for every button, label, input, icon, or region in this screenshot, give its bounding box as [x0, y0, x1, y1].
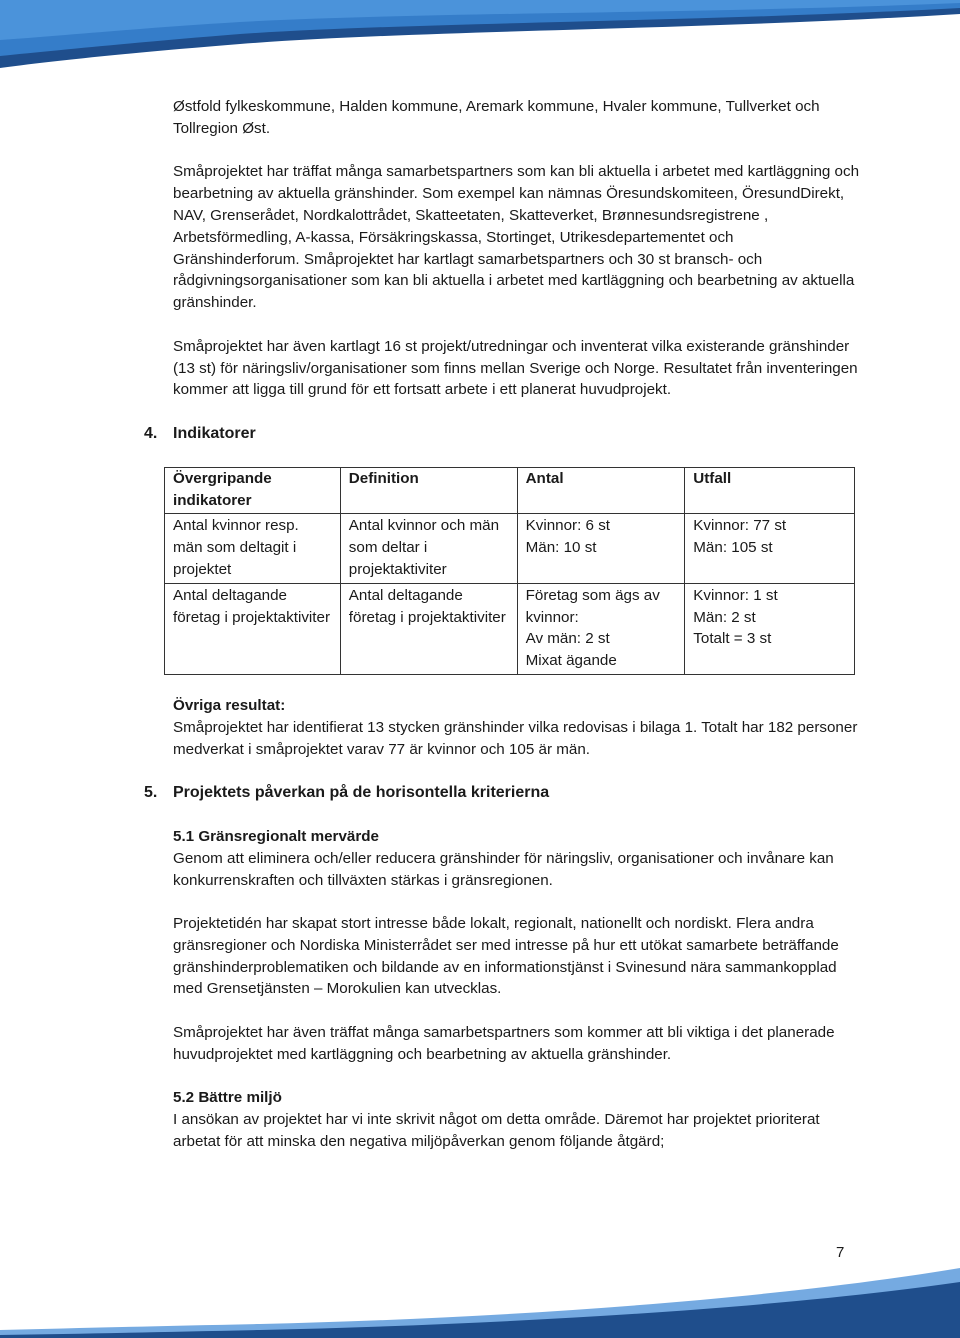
table-cell: Antal deltagande företag i projektaktiviter [340, 583, 517, 674]
cell-line: Kvinnor: 77 st [693, 517, 787, 535]
cell-line: Av män: 2 st [525, 630, 610, 648]
cell-line: Företag som ägs av kvinnor: [525, 586, 660, 626]
cell-line: Totalt = 3 st [693, 630, 772, 648]
table-cell: Antal kvinnor och män som deltar i projektaktiviter [340, 514, 517, 583]
subsection-5-2-paragraph-1: I ansökan av projektet har vi inte skrivit något om detta område. Däremot har projektet prioriterat arbetat för att minska den negativa miljöpåverkan genom följande åtgärd; [173, 1111, 820, 1151]
other-results-label: Övriga resultat: [173, 696, 286, 714]
footer-wave-band [0, 1258, 960, 1338]
section-4-number: 4. [144, 424, 158, 442]
indicators-table [164, 467, 855, 675]
intro-paragraph-3: Småprojektet har även kartlagt 16 st projekt/utredningar och inventerat vilka existerande gränshinder (13 st) för näringsliv/organisationer som finns mellan Sverige och Norge. Resultatet från inventeringen kommer att ligga till grund för ett fortsatt arbete i ett planerat huvudprojekt. [173, 337, 858, 399]
other-results [173, 695, 863, 760]
cell-line: Män: 10 st [525, 539, 597, 557]
table-cell: Antal deltagande företag i projektaktiviter [165, 583, 341, 674]
table-header-cell: Definition [340, 467, 517, 514]
subsection-5-2 [173, 1087, 863, 1152]
subsection-5-1-paragraph-3: Småprojektet har även träffat många samarbetspartners som kommer att bli viktiga i det planerade huvudprojektet med kartläggning och bearbetning av aktuella gränshinder. [173, 1024, 835, 1063]
cell-line: Kvinnor: 1 st [693, 586, 778, 604]
table-cell [685, 583, 855, 674]
subsection-5-1-title: 5.1 Gränsregionalt mervärde [173, 827, 379, 845]
table-cell [517, 583, 685, 674]
table-cell: Antal kvinnor resp. män som deltagit i projektet [165, 514, 341, 583]
cell-line: Män: 105 st [693, 539, 773, 557]
section-4-title: Indikatorer [173, 424, 256, 442]
cell-line: Kvinnor: 6 st [525, 517, 611, 535]
page-content [144, 96, 863, 1175]
table-cell [517, 514, 685, 583]
table-row [165, 514, 855, 583]
subsection-5-1-paragraph-2: Projektetidén har skapat stort intresse både lokalt, regionalt, nationellt och nordiskt. Flera andra gränsregioner och Nordiska Ministerrådet ser med intresse på hur ett utökat samarbete beträffande gränshinderproblematiken och bildande av en informationstjänst i Svinesund nära sammankopplad med Grensetjänsten – Morokulien kan utvecklas. [173, 915, 839, 998]
table-header-cell: Övergripande indikatorer [165, 467, 341, 514]
table-header-cell: Utfall [685, 467, 855, 514]
table-row [165, 583, 855, 674]
subsection-5-1-paragraph-1: Genom att eliminera och/eller reducera gränshinder för näringsliv, organisationer och invånare kan konkurrenskraften och tillväxten stärkas i gränsregionen. [173, 849, 834, 889]
section-5-number: 5. [144, 784, 158, 802]
section-5-heading [144, 782, 863, 804]
page-number: 7 [836, 1244, 845, 1261]
subsection-5-1 [173, 826, 863, 891]
header-wave-band [0, 0, 960, 70]
table-cell [685, 514, 855, 583]
table-header-row [165, 467, 855, 514]
intro-paragraph-2: Småprojektet har träffat många samarbetspartners som kan bli aktuella i arbetet med kartläggning och bearbetning av aktuella gränshinder. Som exempel kan nämnas Öresundskomiteen, ÖresundDirekt, NAV, Grenserådet, Nordkalottrådet, Skatteetaten, Skatteverket, Brønnesundsregistrene , Arbetsförmedling, A-kassa, Försäkringskassa, Stortinget, Utrikesdepartementet och Gränshinderforum. Småprojektet har kartlagt samarbetspartners och 30 st bransch- och rådgivningsorganisationer som kan bli aktuella i arbetet med kartläggning och bearbetning av aktuella gränshinder. [173, 163, 860, 312]
cell-line: Mixat ägande [525, 652, 617, 670]
subsection-5-2-title: 5.2 Bättre miljö [173, 1089, 282, 1107]
cell-line: Män: 2 st [693, 608, 756, 626]
section-4-heading [144, 423, 863, 445]
other-results-text: Småprojektet har identifierat 13 stycken gränshinder vilka redovisas i bilaga 1. Totalt har 182 personer medverkat i småprojektet varav 77 är kvinnor och 105 är män. [173, 718, 858, 758]
intro-paragraph-1: Østfold fylkeskommune, Halden kommune, Aremark kommune, Hvaler kommune, Tullverket och Tollregion Øst. [173, 98, 820, 137]
section-5-title: Projektets påverkan på de horisontella kriterierna [173, 784, 550, 802]
table-header-cell: Antal [517, 467, 685, 514]
